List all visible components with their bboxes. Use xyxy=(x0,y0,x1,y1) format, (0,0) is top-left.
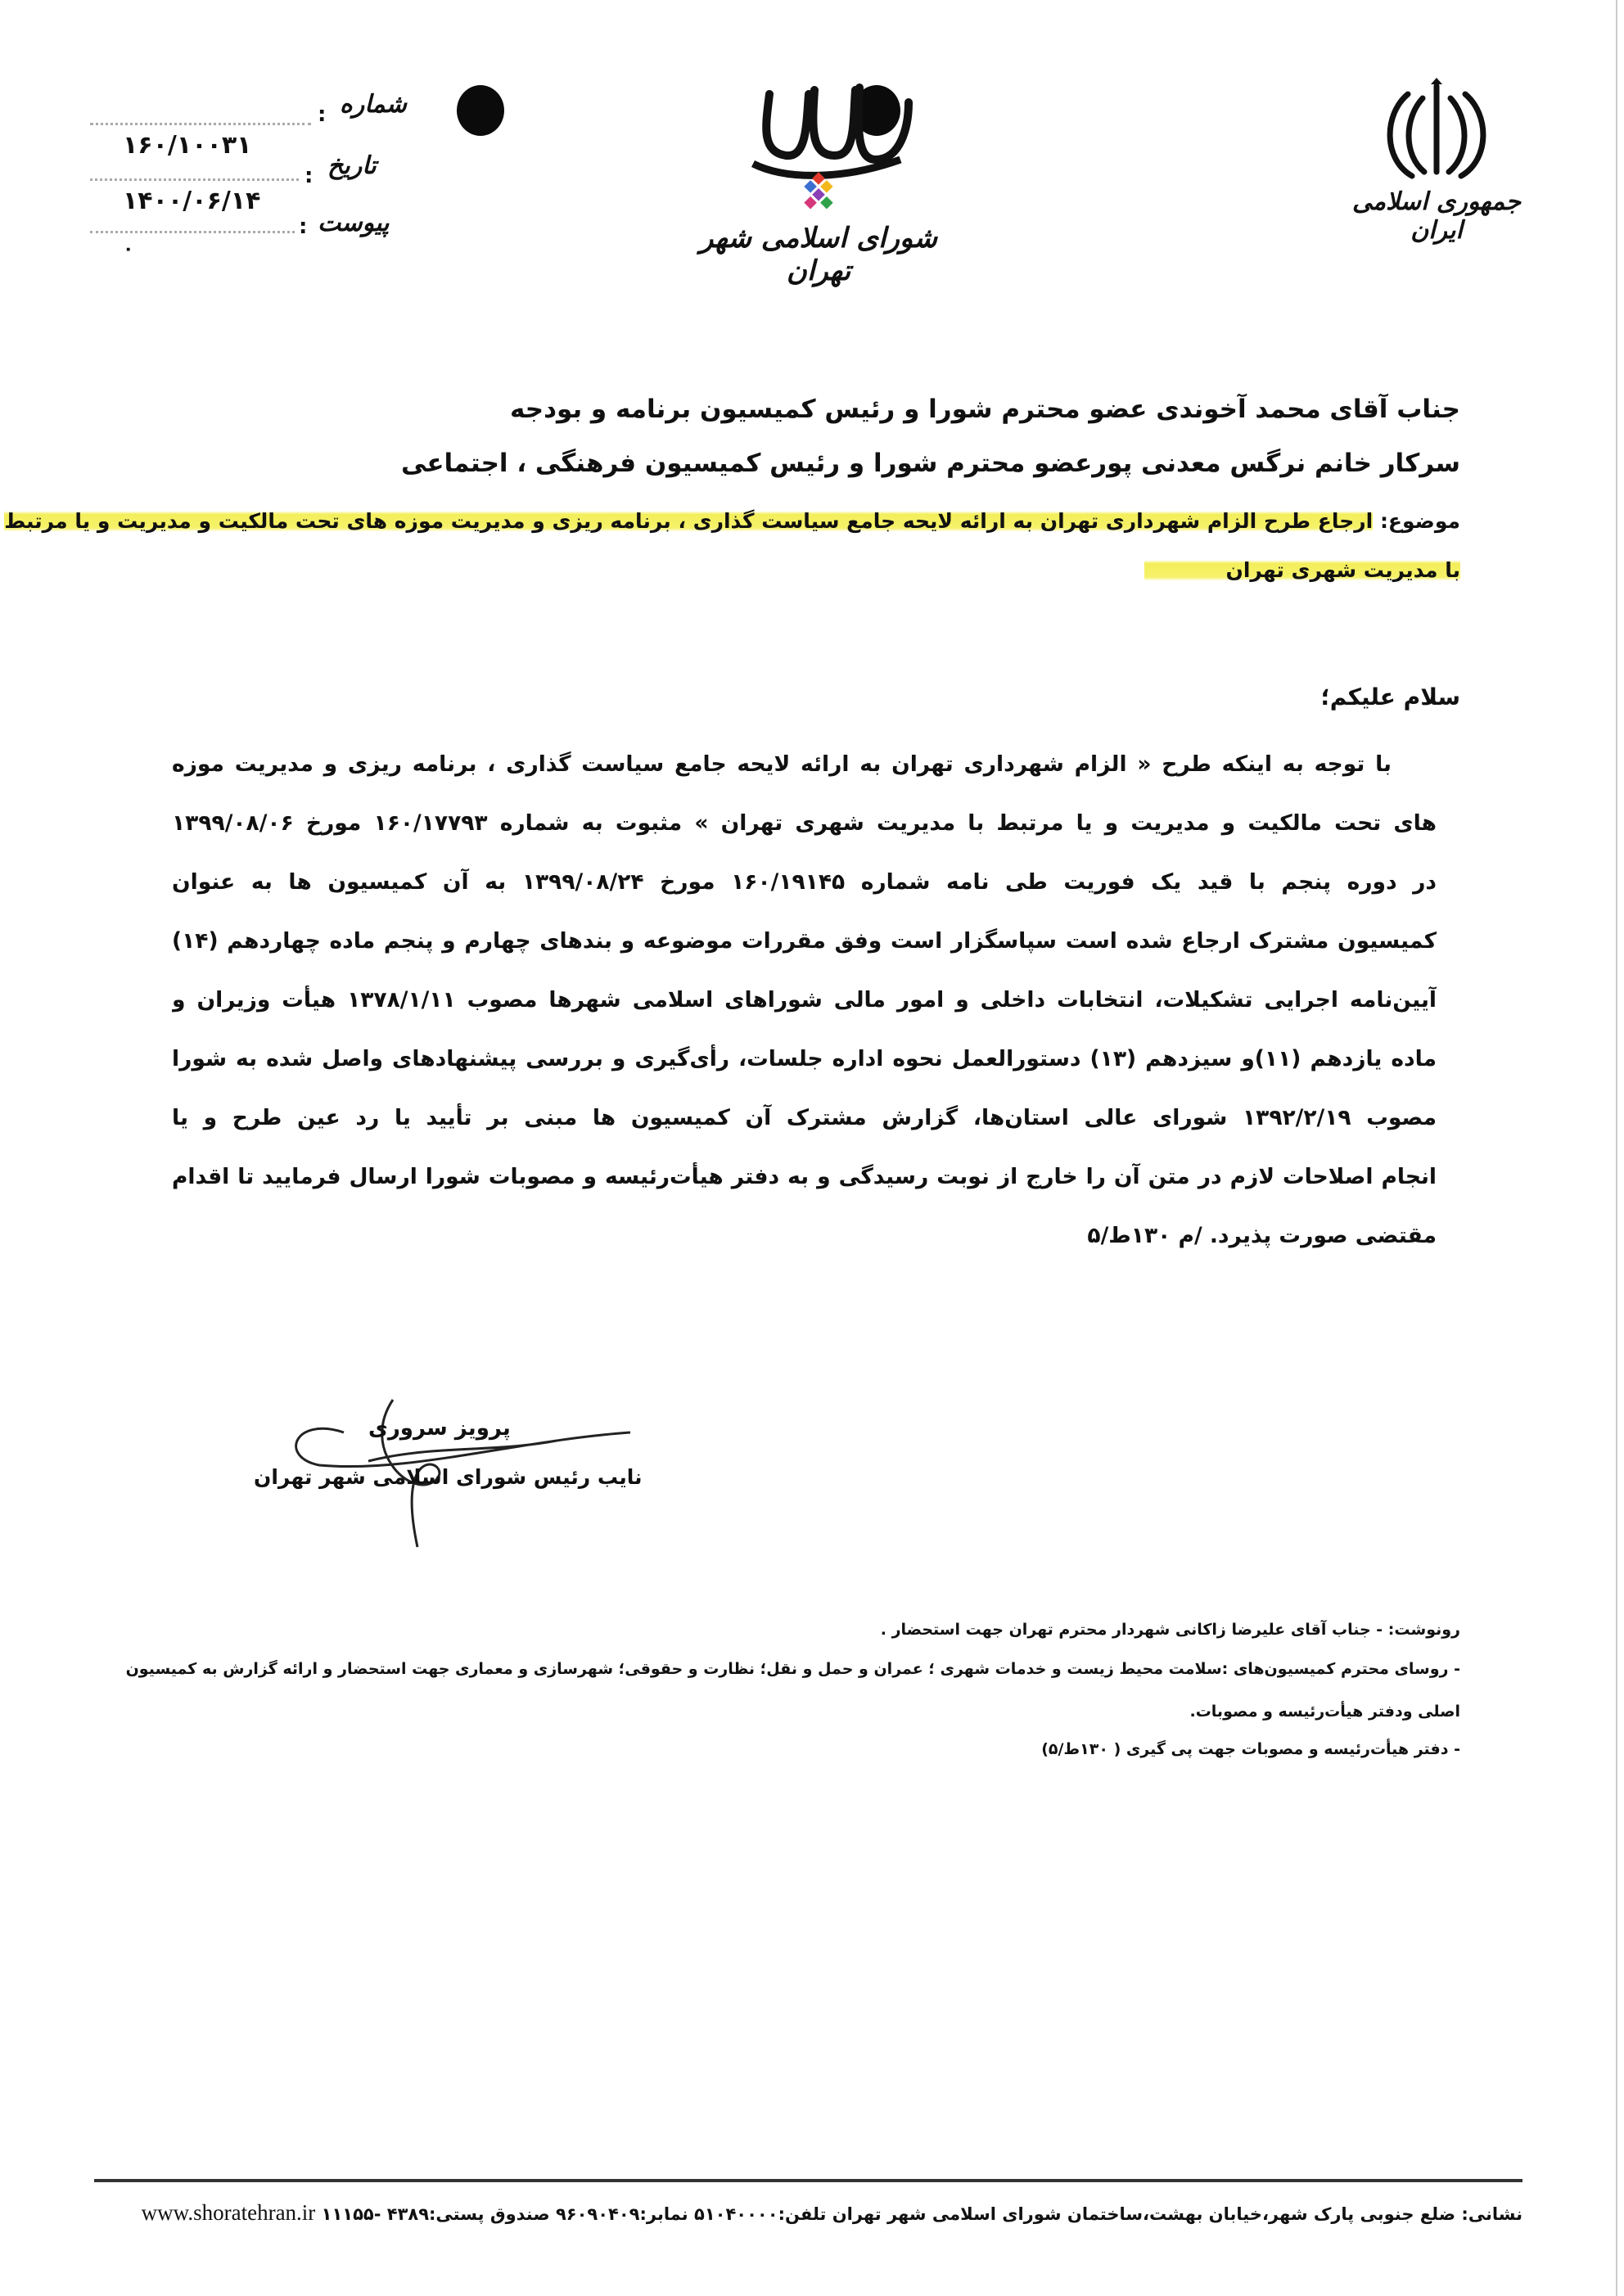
subject-text: ارجاع طرح الزام شهرداری تهران به ارائه لایحه جامع سیاست گذاری ، برنامه ریزی و مدیریت موزه های تحت مالکیت و مدیریت و یا مرتبط xyxy=(4,509,1374,533)
subject-line xyxy=(4,509,1460,533)
number-value: ۱۶۰/۱۰۰۳۱ xyxy=(123,131,252,160)
date-dots xyxy=(90,178,299,181)
republic-name: جمهوری اسلامی ایران xyxy=(1351,187,1522,245)
signatory-title: نایب رئیس شورای اسلامی شهر تهران xyxy=(254,1465,643,1489)
body-line: انجام اصلاحات لازم در متن آن را خارج از نوبت رسیدگی و به دفتر هیأت‌رئیسه و مصوبات شورا ارسال فرمایید تا اقدام xyxy=(172,1164,1437,1189)
footer-contact xyxy=(94,2200,1522,2226)
body-line: ماده یازدهم (۱۱)و سیزدهم (۱۳) دستورالعمل نحوه اداره جلسات، رأی‌گیری و بررسی پیشنهادهای واصل شده به شورا xyxy=(172,1046,1437,1071)
greeting: سلام علیکم؛ xyxy=(1320,683,1460,710)
date-colon: : xyxy=(304,164,314,188)
number-label: شماره xyxy=(340,90,407,119)
body-line: در دوره پنجم با قید یک فوریت طی نامه شماره ۱۶۰/۱۹۱۴۵ مورخ ۱۳۹۹/۰۸/۲۴ به آن کمیسیون ها به عنوان xyxy=(172,869,1437,895)
attachment-label: پیوست xyxy=(318,209,390,237)
tehran-council-logo xyxy=(663,78,974,287)
body-line: مصوب ۱۳۹۲/۲/۱۹ شورای عالی استان‌ها، گزارش مشترک آن کمیسیون ها مبنی بر تأیید یا رد عین طرح و یا xyxy=(172,1105,1437,1130)
body-line: مقتضی صورت پذیرد. /م ۱۳۰ط/۵ xyxy=(1087,1223,1437,1248)
subject-text-continued: با مدیریت شهری تهران xyxy=(1144,558,1461,582)
cc-line: رونوشت: - جناب آقای علیرضا زاکانی شهردار محترم تهران جهت استحضار . xyxy=(880,1621,1460,1639)
body-line: کمیسیون مشترک ارجاع شده است سپاسگزار است وفق مقررات موضوعه و بندهای چهارم و پنجم ماده چهاردهم (۱۴) xyxy=(172,928,1437,954)
footer-website[interactable]: www.shoratehran.ir xyxy=(141,2200,316,2225)
council-emblem-icon xyxy=(663,78,974,225)
iran-emblem-icon xyxy=(1326,78,1547,184)
subject-label: موضوع: xyxy=(1379,509,1460,533)
signatory-name: پرویز سروری xyxy=(368,1416,511,1441)
cc-line: اصلی ودفتر هیأت‌رئیسه و مصوبات. xyxy=(1189,1703,1460,1721)
date-label: تاریخ xyxy=(327,151,377,180)
subject-line-continued xyxy=(1144,558,1461,582)
cc-line: - روسای محترم کمیسیون‌های :سلامت محیط زیست و خدمات شهری ؛ عمران و حمل و نقل؛ نظارت و حقوقی؛ شهرسازی و معماری جهت استحضار و ارائه گزارش به کمیسیون xyxy=(125,1660,1460,1678)
islamic-republic-logo xyxy=(1326,78,1547,245)
body-line: آیین‌نامه اجرایی تشکیلات، انتخابات داخلی و امور مالی شوراهای اسلامی شهرها مصوب ۱۳۷۸/۱/۱۱ هیأت وزیران و xyxy=(172,987,1437,1013)
body-line: های تحت مالکیت و مدیریت و یا مرتبط با مدیریت شهری تهران » مثبوت به شماره ۱۶۰/۱۷۷۹۳ مورخ ۱۳۹۹/۰۸/۰۶ xyxy=(172,810,1437,836)
punch-hole-left xyxy=(457,85,504,136)
date-value: ۱۴۰۰/۰۶/۱۴ xyxy=(123,187,261,215)
signature-block xyxy=(246,1383,671,1572)
scan-edge xyxy=(1616,0,1617,2296)
attachment-value: ۰ xyxy=(123,239,134,259)
recipient-line: سرکار خانم نرگس معدنی پورعضو محترم شورا و رئیس کمیسیون فرهنگی ، اجتماعی xyxy=(400,449,1460,478)
attachment-colon: : xyxy=(299,214,308,239)
footer-divider xyxy=(94,2179,1522,2182)
number-colon: : xyxy=(318,102,327,127)
footer-address: نشانی: ضلع جنوبی پارک شهر،خیابان بهشت،ساختمان شورای اسلامی شهر تهران تلفن:۵۱۰۴۰۰۰۰ نمابر:۹۶۰۹۰۴۰۹ صندوق پستی:۴۳۸۹ -۱۱۱۵۵ xyxy=(321,2204,1522,2224)
council-name: شورای اسلامی شهر تهران xyxy=(700,222,937,287)
cc-line: - دفتر هیأت‌رئیسه و مصوبات جهت پی گیری ( ۱۳۰ط/۵) xyxy=(1041,1740,1460,1758)
body-line: با توجه به اینکه طرح « الزام شهرداری تهران به ارائه لایحه جامع سیاست گذاری ، برنامه ریزی و مدیریت موزه xyxy=(172,751,1392,777)
number-dots xyxy=(90,123,311,125)
attachment-dots xyxy=(90,231,295,233)
recipient-line: جناب آقای محمد آخوندی عضو محترم شورا و رئیس کمیسیون برنامه و بودجه xyxy=(510,395,1460,424)
